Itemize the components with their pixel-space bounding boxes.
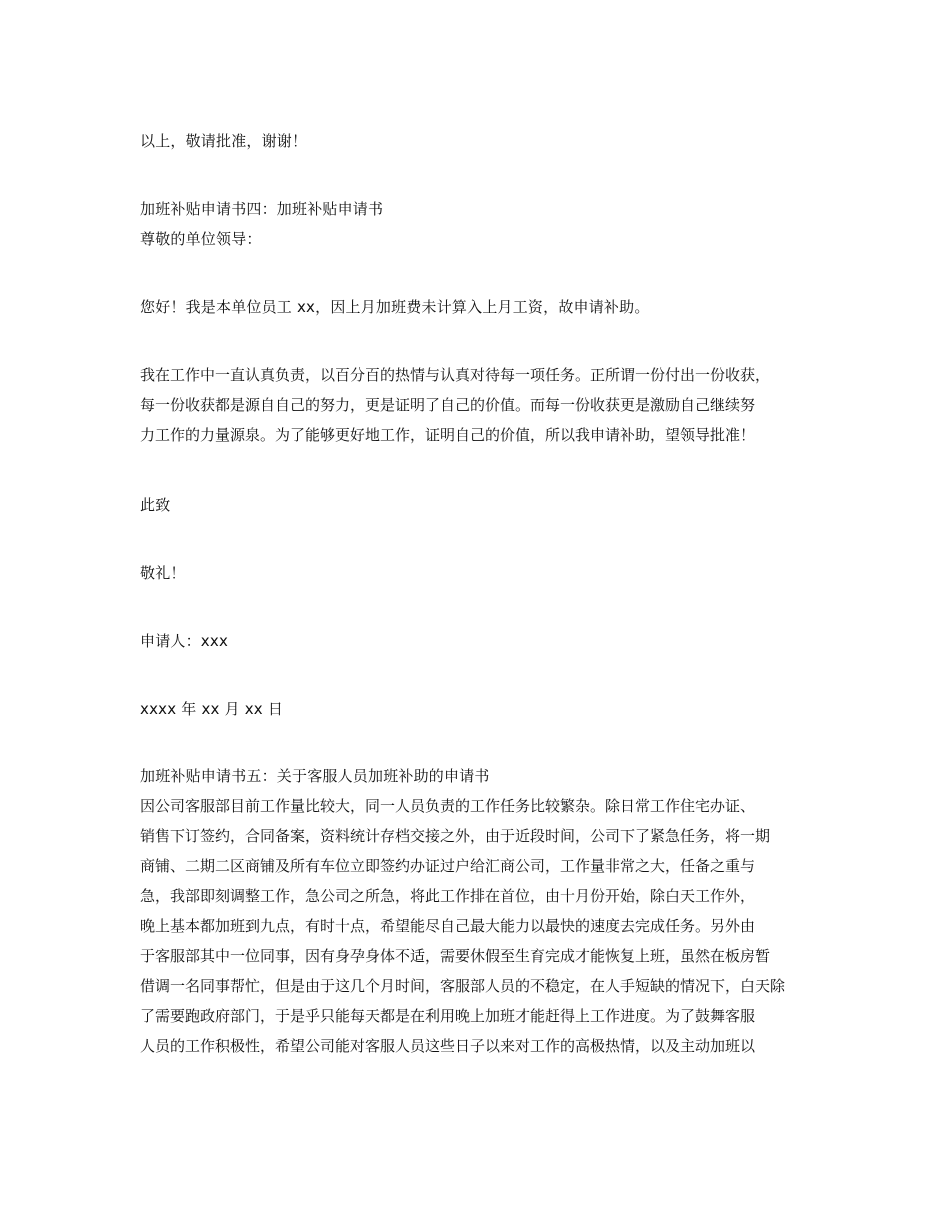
letter4-greeting: 您好！我是本单位员工 xx，因上月加班费未计算入上月工资，故申请补助。 xyxy=(140,298,650,316)
closing-request: 以上，敬请批准，谢谢！ xyxy=(140,132,308,150)
paragraph-line: 我在工作中一直认真负责，以百分百的热情与认真对待每一项任务。正所谓一份付出一份收获， xyxy=(140,366,771,384)
letter4-body xyxy=(140,360,820,450)
paragraph-line: 力工作的力量源泉。为了能够更好地工作，证明自己的价值，所以我申请补助，望领导批准！ xyxy=(140,426,756,444)
paragraph-line: 晚上基本都加班到九点，有时十点，希望能尽自己最大能力以最快的速度去完成任务。另外由 xyxy=(140,917,756,935)
paragraph-line: 销售下订签约，合同备案，资料统计存档交接之外，由于近段时间，公司下了紧急任务，将一期 xyxy=(140,827,771,845)
letter4-heading: 加班补贴申请书四：加班补贴申请书 xyxy=(140,200,384,218)
letter4-applicant: 申请人：xxx xyxy=(140,632,229,650)
paragraph-line: 商铺、二期二区商铺及所有车位立即签约办证过户给汇商公司，工作量非常之大，任备之重与 xyxy=(140,857,756,875)
paragraph-line: 了需要跑政府部门，于是乎只能每天都是在利用晚上加班才能赶得上工作进度。为了鼓舞客服 xyxy=(140,1007,756,1025)
paragraph-line: 因公司客服部目前工作量比较大，同一人员负责的工作任务比较繁杂。除日常工作住宅办证、 xyxy=(140,797,756,815)
letter5-heading: 加班补贴申请书五：关于客服人员加班补助的申请书 xyxy=(140,767,490,785)
letter4-closing-2: 敬礼！ xyxy=(140,564,186,582)
letter4-salutation: 尊敬的单位领导： xyxy=(140,230,262,248)
letter4-date: xxxx 年 xx 月 xx 日 xyxy=(140,700,284,718)
paragraph-line: 于客服部其中一位同事，因有身孕身体不适，需要休假至生育完成才能恢复上班，虽然在板房暂 xyxy=(140,947,771,965)
paragraph-line: 急，我部即刻调整工作，急公司之所急，将此工作排在首位，由十月份开始，除白天工作外， xyxy=(140,887,756,905)
paragraph-line: 人员的工作积极性，希望公司能对客服人员这些日子以来对工作的高极热情，以及主动加班以 xyxy=(140,1037,756,1055)
letter5-body xyxy=(140,791,820,1061)
paragraph-line: 借调一名同事帮忙，但是由于这几个月时间，客服部人员的不稳定，在人手短缺的情况下，白天除 xyxy=(140,977,786,995)
paragraph-line: 每一份收获都是源自自己的努力，更是证明了自己的价值。而每一份收获更是激励自己继续努 xyxy=(140,396,756,414)
letter4-closing-1: 此致 xyxy=(140,496,171,514)
